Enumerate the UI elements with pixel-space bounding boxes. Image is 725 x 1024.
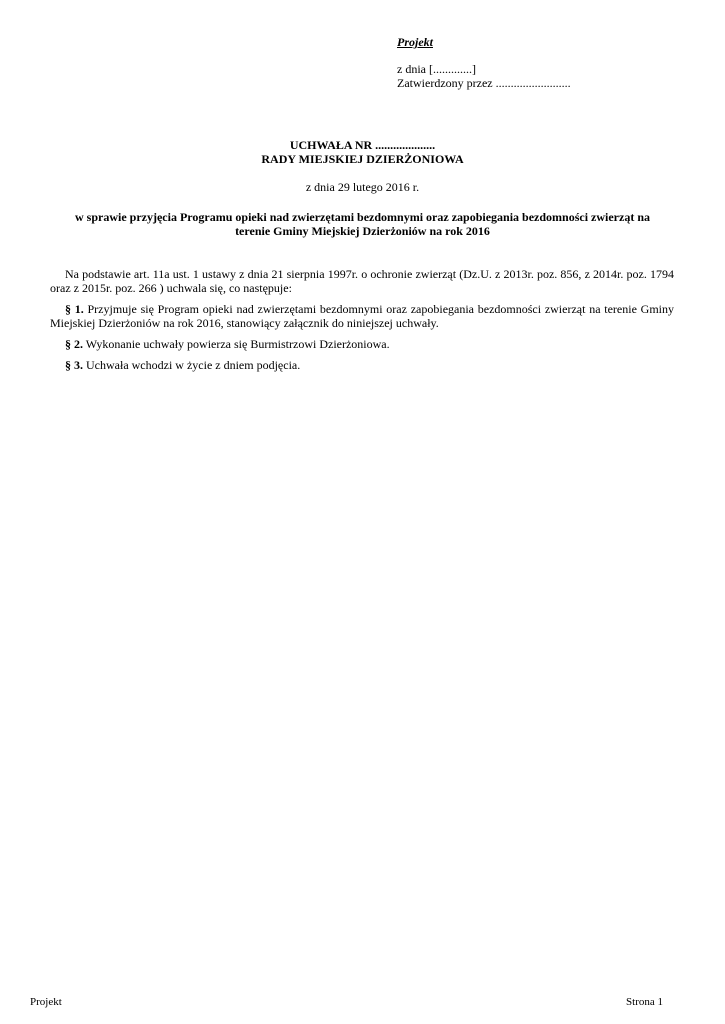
resolution-subject-line-1: w sprawie przyjęcia Programu opieki nad zwierzętami bezdomnymi oraz zapobiegania bezdomności zwierząt na — [74, 210, 651, 224]
resolution-date: z dnia 29 lutego 2016 r. — [305, 180, 420, 194]
section-paragraph-2 — [50, 337, 674, 351]
resolution-body — [50, 267, 674, 379]
section-number: § 3. — [65, 358, 83, 372]
resolution-title-line-2: RADY MIEJSKIEJ DZIERŻONIOWA — [261, 152, 464, 166]
section-number: § 1. — [65, 302, 84, 316]
resolution-subject — [50, 210, 675, 238]
section-paragraph-1 — [50, 302, 674, 330]
preamble-paragraph: Na podstawie art. 11a ust. 1 ustawy z dnia 21 sierpnia 1997r. o ochronie zwierząt (Dz.U. z 2013r. poz. 856, z 2014r. poz. 1794 oraz z 2015r. poz. 266 ) uchwala się, co następuje: — [50, 267, 674, 295]
section-paragraph-3 — [50, 358, 674, 372]
section-text: Uchwała wchodzi w życie z dniem podjęcia. — [83, 358, 301, 372]
project-label: Projekt — [397, 35, 433, 49]
resolution-subject-line-2: terenie Gminy Miejskiej Dzierżoniów na rok 2016 — [235, 224, 490, 238]
project-date-line: z dnia [.............] — [397, 62, 476, 76]
project-header — [397, 35, 571, 90]
resolution-title-line-1: UCHWAŁA NR .................... — [289, 138, 436, 152]
project-approved-line: Zatwierdzony przez ......................... — [397, 76, 571, 90]
page-number: Strona 1 — [626, 996, 663, 1008]
section-text: Wykonanie uchwały powierza się Burmistrzowi Dzierżoniowa. — [83, 337, 390, 351]
section-number: § 2. — [65, 337, 83, 351]
resolution-title — [50, 138, 675, 166]
footer-left-label: Projekt — [30, 996, 62, 1008]
section-text: Przyjmuje się Program opieki nad zwierzętami bezdomnymi oraz zapobiegania bezdomności zwierząt na terenie Gminy Miejskiej Dzierżoniów na rok 2016, stanowiący załącznik do niniejszej uchwały. — [50, 302, 674, 330]
